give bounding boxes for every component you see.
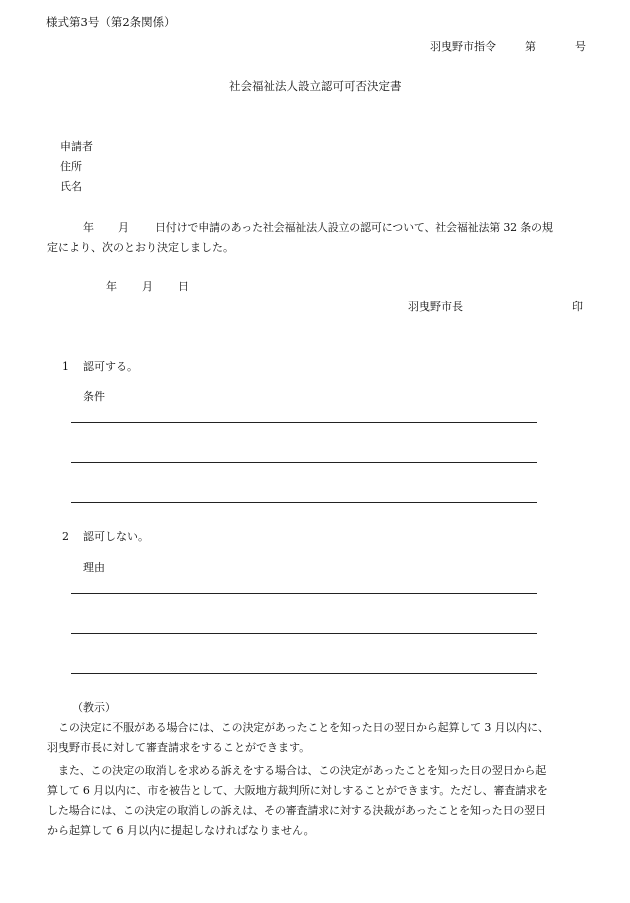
seal-mark: 印 — [572, 300, 583, 313]
reason-line-3 — [71, 673, 537, 674]
body-text-line2: 定により、次のとおり決定しました。 — [47, 241, 234, 254]
option2-label: 認可しない。 — [83, 530, 149, 543]
option2-number: 2 — [62, 530, 69, 543]
notice-p2-line1: また、この決定の取消しを求める訴えをする場合は、この決定があったことを知った日の翌日から起 — [58, 764, 547, 777]
doc-number-go: 号 — [575, 40, 586, 53]
body-month: 月 — [118, 221, 129, 234]
doc-number-dai: 第 — [525, 40, 536, 53]
name-label: 氏名 — [60, 180, 82, 193]
conditions-line-2 — [71, 462, 537, 463]
date-day: 日 — [178, 280, 189, 293]
reason-line-1 — [71, 593, 537, 594]
date-year: 年 — [106, 280, 117, 293]
date-month: 月 — [142, 280, 153, 293]
option1-number: 1 — [62, 360, 69, 373]
conditions-label: 条件 — [83, 390, 105, 403]
option1-label: 認可する。 — [83, 360, 138, 373]
conditions-line-1 — [71, 422, 537, 423]
notice-p1-line2: 羽曳野市長に対して審査請求をすることができます。 — [47, 741, 311, 754]
notice-p2-line4: から起算して 6 月以内に提起しなければなりません。 — [47, 824, 315, 837]
form-number: 様式第3号（第2条関係） — [46, 15, 176, 29]
conditions-line-3 — [71, 502, 537, 503]
reason-line-2 — [71, 633, 537, 634]
applicant-label: 申請者 — [60, 140, 93, 153]
notice-p1-line1: この決定に不服がある場合には、この決定があったことを知った日の翌日から起算して 3 月以内に、 — [58, 721, 549, 734]
document-title: 社会福祉法人設立認可可否決定書 — [229, 79, 402, 93]
notice-p2-line3: した場合には、この決定の取消しの訴えは、その審査請求に対する決裁があったことを知った日の翌日 — [47, 804, 546, 817]
address-label: 住所 — [60, 160, 82, 173]
body-text-line1: 日付けで申請のあった社会福祉法人設立の認可について、社会福祉法第 32 条の規 — [155, 221, 553, 234]
notice-p2-line2: 算して 6 月以内に、市を被告として、大阪地方裁判所に対しすることができます。ただし、審査請求を — [47, 784, 548, 797]
mayor-title: 羽曳野市長 — [408, 300, 463, 313]
doc-number-prefix: 羽曳野市指令 — [430, 40, 496, 53]
reason-label: 理由 — [83, 561, 105, 574]
body-year: 年 — [83, 221, 94, 234]
notice-heading: （教示） — [72, 701, 116, 714]
